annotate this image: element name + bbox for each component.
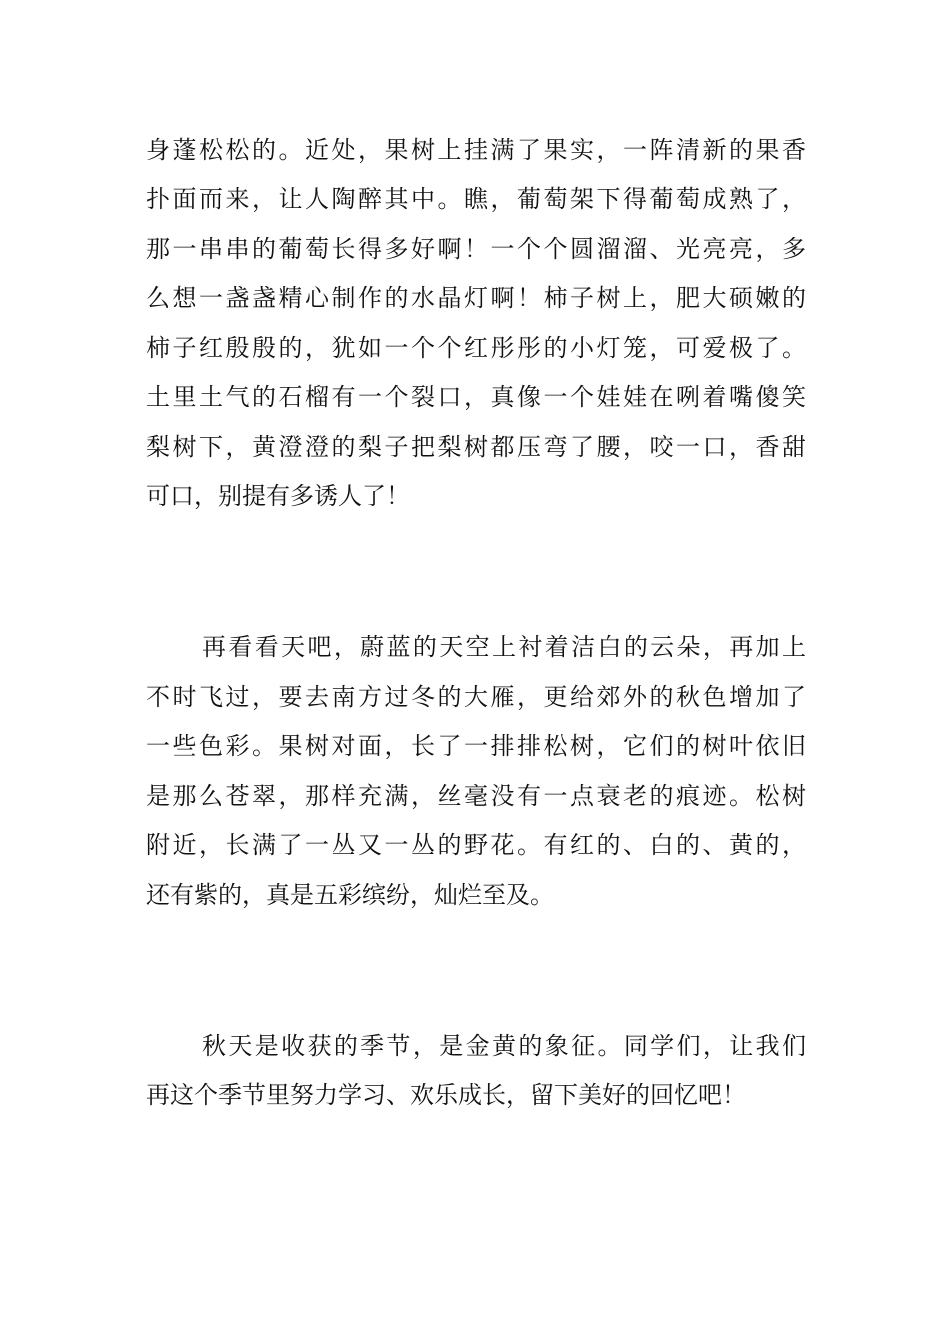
paragraph-1-line-6: 土里土气的石榴有一个裂口，真像一个娃娃在咧着嘴傻笑 (146, 383, 806, 411)
paragraph-3-line-2: 再这个季节里努力学习、欢乐成长，留下美好的回忆吧！ (146, 1081, 746, 1109)
paragraph-1-line-8: 可口，别提有多诱人了！ (146, 482, 410, 510)
paragraph-2-line-3: 一些色彩。果树对面，长了一排排松树，它们的树叶依旧 (146, 732, 806, 760)
paragraph-1-line-5: 柿子红殷殷的，犹如一个个红彤彤的小灯笼，可爱极了。 (146, 334, 806, 362)
paragraph-2-line-6: 还有紫的，真是五彩缤纷，灿烂至及。 (146, 881, 554, 909)
paragraph-1-line-7: 梨树下，黄澄澄的梨子把梨树都压弯了腰，咬一口，香甜 (146, 433, 806, 461)
paragraph-1-line-3: 那一串串的葡萄长得多好啊！一个个圆溜溜、光亮亮，多 (146, 235, 806, 263)
paragraph-3-line-1: 秋天是收获的季节，是金黄的象征。同学们，让我们 (202, 1032, 806, 1060)
paragraph-2-line-5: 附近，长满了一丛又一丛的野花。有红的、白的、黄的， (146, 831, 806, 859)
paragraph-2-line-1: 再看看天吧，蔚蓝的天空上衬着洁白的云朵，再加上 (202, 633, 806, 661)
paragraph-1-line-2: 扑面而来，让人陶醉其中。瞧，葡萄架下得葡萄成熟了， (146, 185, 806, 213)
paragraph-2-line-4: 是那么苍翠，那样充满，丝毫没有一点衰老的痕迹。松树 (146, 782, 806, 810)
paragraph-1-line-1: 身蓬松松的。近处，果树上挂满了果实，一阵清新的果香 (146, 136, 806, 164)
paragraph-2-line-2: 不时飞过，要去南方过冬的大雁，更给郊外的秋色增加了 (146, 683, 806, 711)
paragraph-1-line-4: 么想一盏盏精心制作的水晶灯啊！柿子树上，肥大硕嫩的 (146, 284, 806, 312)
